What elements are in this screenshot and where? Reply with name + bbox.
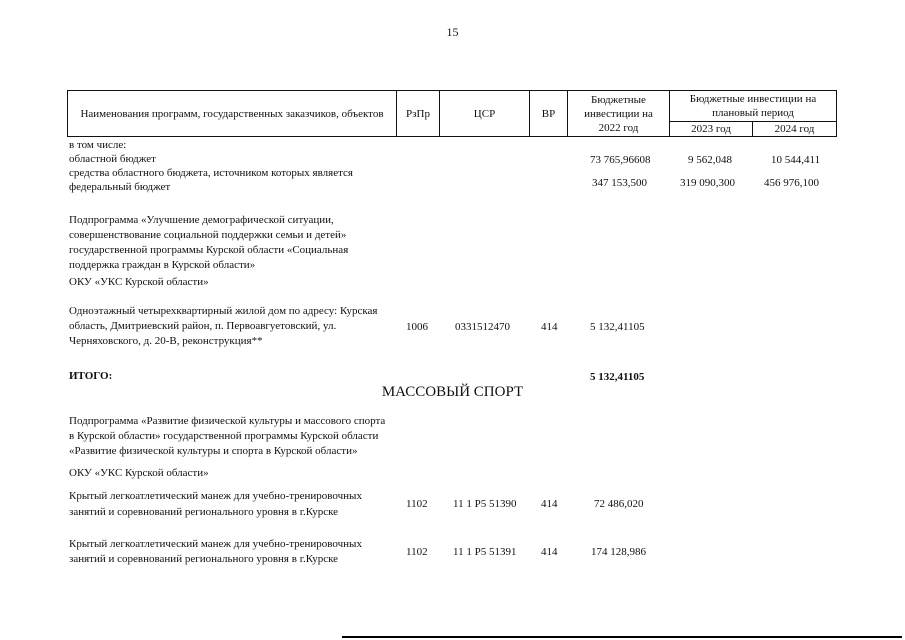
- header-csr: ЦСР: [473, 107, 496, 120]
- section-title: МАССОВЫЙ СПОРТ: [381, 384, 524, 400]
- total-value: 5 132,41105: [590, 371, 645, 383]
- object-rzpr: 1102: [406, 498, 428, 510]
- total-label: ИТОГО:: [69, 370, 113, 382]
- funding-federal-2023: 319 090,300: [680, 177, 735, 189]
- object-rzpr: 1006: [406, 321, 428, 333]
- object-vr: 414: [541, 546, 558, 558]
- funding-federal-2022: 347 153,500: [592, 177, 647, 189]
- object-inv2022: 5 132,41105: [590, 321, 645, 333]
- subprogram-title-line: Подпрограмма «Улучшение демографической ситуации,: [69, 214, 334, 226]
- header-inv2022: [568, 91, 669, 136]
- subprogram-title-line: Подпрограмма «Развитие физической культуры и массового спорта: [69, 415, 386, 427]
- header-2023: 2023 год: [691, 123, 731, 135]
- header-inv2022-line: Бюджетные: [591, 93, 646, 106]
- object-csr: 11 1 Р5 51391: [453, 546, 517, 558]
- header-name: Наименования программ, государственных заказчиков, объектов: [80, 107, 384, 120]
- subprogram-title-line: «Развитие физической культуры и спорта в Курской области»: [69, 445, 358, 457]
- page-number: 15: [446, 25, 459, 39]
- subprogram-title-line: государственной программы Курской области «Социальная: [69, 244, 349, 256]
- funding-federal-2024: 456 976,100: [764, 177, 819, 189]
- object-name-line: Черняховского, д. 20-В, реконструкция**: [69, 335, 263, 347]
- subprogram-title-line: поддержка граждан в Курской области»: [69, 259, 256, 271]
- header-planned: [670, 91, 836, 121]
- header-planned-line: плановый период: [712, 107, 794, 119]
- funding-incl-label: в том числе:: [69, 139, 127, 151]
- scan-edge-line: [342, 636, 902, 638]
- funding-regional-2022: 73 765,96608: [590, 154, 651, 166]
- object-vr: 414: [541, 498, 558, 510]
- object-name-line: занятий и соревнований регионального уровня в г.Курске: [69, 553, 339, 565]
- object-inv2022: 72 486,020: [594, 498, 644, 510]
- header-inv2022-line: 2022 год: [598, 121, 639, 134]
- header-2024: 2024 год: [774, 123, 815, 135]
- object-name-line: область, Дмитриевский район, п. Первоавгуетовский, ул.: [69, 320, 337, 332]
- header-planned-line: Бюджетные инвестиции на: [689, 93, 817, 105]
- funding-federal-label: средства областного бюджета, источником которых является: [69, 167, 353, 179]
- header-rzpr: РзПр: [406, 107, 430, 120]
- header-vr: ВР: [541, 107, 556, 120]
- object-csr: 11 1 Р5 51390: [453, 498, 517, 510]
- customer-label: ОКУ «УКС Курской области»: [69, 467, 209, 479]
- object-name-line: Одноэтажный четырехквартирный жилой дом по адресу: Курская: [69, 305, 378, 317]
- object-csr: 0331512470: [455, 321, 510, 333]
- object-inv2022: 174 128,986: [591, 546, 646, 558]
- header-inv2022-line: инвестиции на: [584, 107, 653, 120]
- customer-label: ОКУ «УКС Курской области»: [69, 276, 209, 288]
- object-name-line: Крытый легкоатлетический манеж для учебно-тренировочных: [69, 538, 362, 550]
- object-rzpr: 1102: [406, 546, 428, 558]
- object-name-line: Крытый легкоатлетический манеж для учебно-тренировочных: [69, 490, 362, 502]
- subprogram-title-line: в Курской области» государственной программы Курской области: [69, 430, 379, 442]
- object-name-line: занятий и соревнований регионального уровня в г.Курске: [69, 506, 339, 518]
- funding-regional-2023: 9 562,048: [688, 154, 732, 166]
- funding-federal-label: федеральный бюджет: [69, 181, 171, 193]
- funding-regional-2024: 10 544,411: [771, 154, 821, 166]
- object-vr: 414: [541, 321, 558, 333]
- funding-regional-label: областной бюджет: [69, 153, 156, 165]
- subprogram-title-line: совершенствование социальной поддержки семьи и детей»: [69, 229, 347, 241]
